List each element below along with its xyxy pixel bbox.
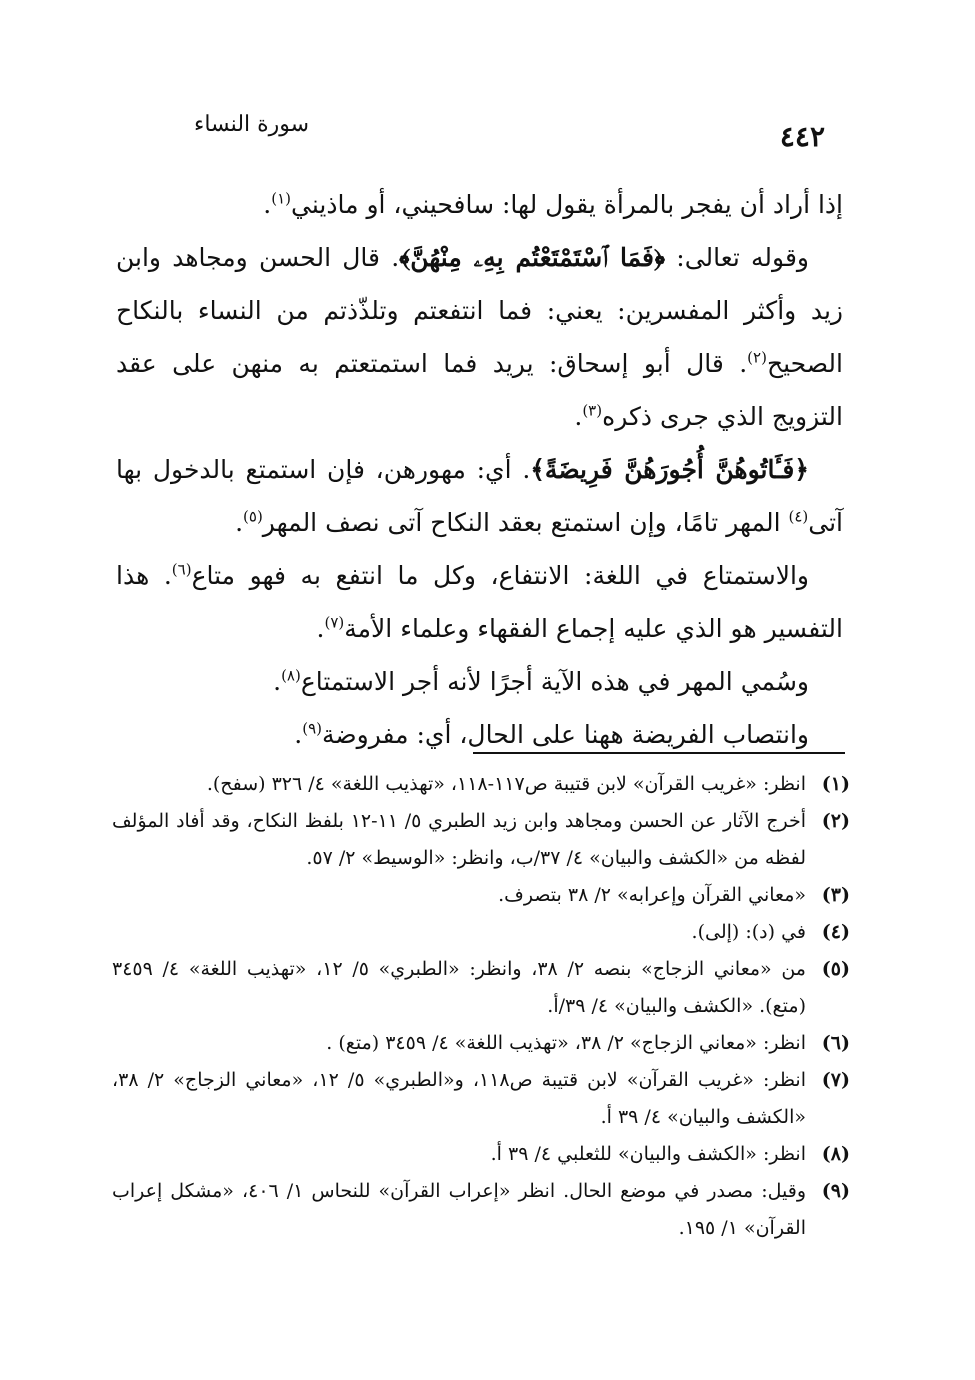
footnote-ref: (٦) — [171, 560, 192, 579]
footnote-text: «معاني القرآن وإعرابه» ٢/ ٣٨ بتصرف. — [498, 884, 806, 906]
footnote — [112, 877, 850, 914]
footnote-text: انظر: «معاني الزجاج» ٢/ ٣٨، «تهذيب اللغة» ٤/ ٣٤٥٩ (متع) . — [326, 1032, 806, 1054]
text-run: . قال الحسن ومجاهد وابن زيد وأكثر المفسرين: يعني: فما انتفعتم وتلذّذتم من النساء بالنكاح الصحيح — [116, 243, 843, 378]
footnote — [112, 1025, 850, 1062]
text-run: والاستمتاع في اللغة: الانتفاع، وكل ما انتفع به فهو متاع — [191, 561, 809, 590]
footnote-text: أخرج الآثار عن الحسن ومجاهد وابن زيد الطبري ٥/ ١١-١٢ بلفظ النكاح، وقد أفاد المؤلف لفظه من «الكشف والبيان» ٤/ ٣٧/ب، وانظر: «الوسيط» ٢/ ٥٧. — [112, 810, 806, 869]
footnote — [112, 1173, 850, 1247]
text-run: . — [294, 720, 303, 749]
footnotes — [112, 766, 850, 1247]
paragraph — [116, 231, 843, 443]
footnote-text: انظر: «الكشف والبيان» للثعلبي ٤/ ٣٩ أ. — [490, 1143, 806, 1165]
footnote — [112, 914, 850, 951]
text-run: . أي: مهورهن، فإن استمتع بالدخول بها آتى — [116, 455, 843, 537]
footnote-text: انظر: «غريب القرآن» لابن قتيبة ص١١٧-١١٨، «تهذيب اللغة» ٤/ ٣٢٦ (سفح). — [206, 773, 806, 795]
footnote-ref: (٥) — [243, 507, 263, 526]
footnote-text: في (د): (إلى). — [691, 921, 806, 943]
main-text — [116, 178, 843, 761]
paragraph — [116, 443, 843, 549]
footnote-number: (٧) — [821, 1069, 850, 1091]
footnote — [112, 951, 850, 1025]
footnote-number: (٩) — [821, 1180, 850, 1202]
text-run: إذا أراد أن يفجر بالمرأة يقول لها: سافحيني، أو ماذيني — [291, 190, 843, 219]
text-run: . قال أبو إسحاق: يريد فما استمتعتم به منهن على عقد التزويج الذي جرى ذكره — [116, 349, 843, 431]
footnote-ref: (٢) — [747, 348, 767, 367]
footnote-number: (٣) — [821, 884, 850, 906]
quran-quote: ﴿فَـَٔاتُوهُنَّ أُجُورَهُنَّ فَرِيضَةً﴾ — [530, 455, 809, 484]
footnote-ref: (٤) — [788, 507, 809, 526]
footnote-ref: (٩) — [302, 719, 322, 738]
text-run: . — [574, 402, 583, 431]
footnote-separator — [473, 752, 845, 754]
paragraph — [116, 655, 843, 708]
quran-quote: ﴿فَمَا ٱسْتَمْتَعْتُم بِهِۦ مِنْهُنَّ﴾ — [399, 243, 666, 272]
text-run: . — [273, 667, 282, 696]
footnote-text: انظر: «غريب القرآن» لابن قتيبة ص١١٨، و«الطبري» ٥/ ١٢، «معاني الزجاج» ٢/ ٣٨، «الكشف والبيان» ٤/ ٣٩ أ. — [112, 1069, 806, 1128]
footnote-text: من «معاني الزجاج» بنصه ٢/ ٣٨، وانظر: «الطبري» ٥/ ١٢، «تهذيب اللغة» ٤/ ٣٤٥٩ (متع). «الكشف والبيان» ٤/ ٣٩/أ. — [112, 958, 806, 1017]
text-run: وانتصاب الفريضة ههنا على الحال، أي: مفروضة — [322, 720, 809, 749]
footnote-number: (٢) — [821, 810, 850, 832]
footnote — [112, 1062, 850, 1136]
footnote-number: (٥) — [821, 958, 850, 980]
footnote-text: وقيل: مصدر في موضع الحال. انظر «إعراب القرآن» للنحاس ١/ ٤٠٦، «مشكل إعراب القرآن» ١/ ١٩٥. — [112, 1180, 806, 1239]
text-run: . — [263, 190, 272, 219]
text-run: وسُمي المهر في هذه الآية أجرًا لأنه أجر الاستمتاع — [300, 667, 809, 696]
footnote — [112, 803, 850, 877]
footnote-ref: (٣) — [582, 401, 603, 420]
footnote-number: (١) — [821, 773, 850, 795]
text-run: . هذا التفسير هو الذي عليه إجماع الفقهاء وعلماء الأمة — [116, 561, 843, 643]
surah-name: سورة النساء — [194, 112, 310, 137]
footnote-number: (٨) — [821, 1143, 850, 1165]
text-run: المهر تامًا، وإن استمتع بعقد النكاح آتى نصف المهر — [262, 508, 789, 537]
text-run: وقوله تعالى: — [665, 243, 809, 272]
text-run: . — [316, 614, 325, 643]
paragraph — [116, 549, 843, 655]
page-header — [150, 112, 825, 152]
footnote — [112, 1136, 850, 1173]
footnote-ref: (٧) — [324, 613, 345, 632]
footnote-number: (٦) — [821, 1032, 850, 1054]
footnote-number: (٤) — [821, 921, 850, 943]
footnote-ref: (١) — [271, 189, 292, 208]
footnote-ref: (٨) — [281, 666, 301, 685]
paragraph — [116, 178, 843, 231]
page-number: ٤٤٢ — [779, 120, 825, 153]
text-run: . — [235, 508, 244, 537]
footnote — [112, 766, 850, 803]
